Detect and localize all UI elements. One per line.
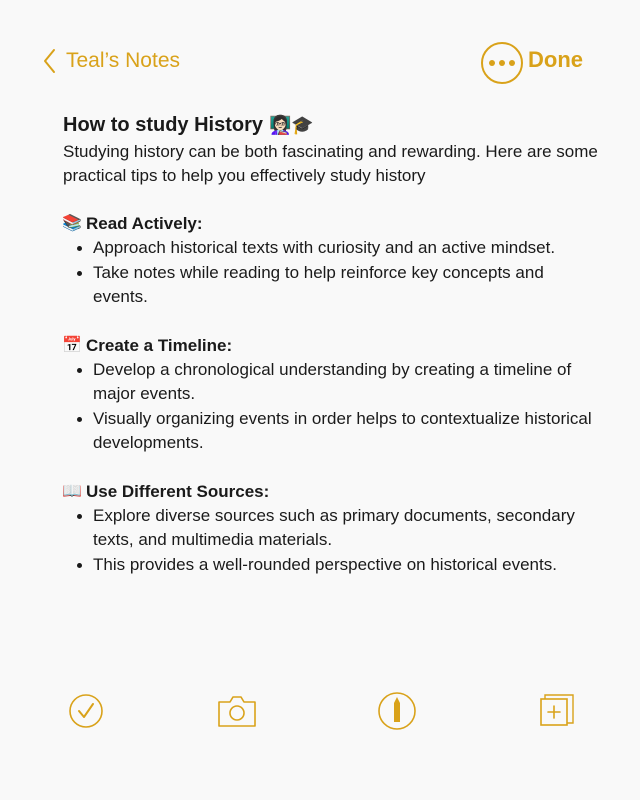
note-title-text: How to study History (63, 114, 264, 136)
note-sections (63, 212, 603, 577)
camera-button[interactable] (217, 686, 257, 736)
bullet-list (63, 504, 603, 578)
section-emoji-icon: 📅 (62, 336, 82, 354)
camera-icon (217, 693, 257, 729)
checklist-button[interactable] (66, 686, 106, 736)
back-button[interactable] (40, 44, 180, 78)
section-heading-text: Create a Timeline: (86, 335, 233, 355)
checklist-icon (68, 693, 104, 729)
ellipsis-dot (509, 60, 515, 66)
ellipsis-icon (489, 60, 495, 66)
note-body[interactable] (63, 112, 603, 577)
bullet-list (63, 358, 603, 456)
back-button-label: Teal’s Notes (66, 49, 181, 72)
bottom-toolbar (0, 686, 640, 736)
pen-markup-icon (377, 691, 417, 731)
section-heading-text: Use Different Sources: (86, 481, 270, 501)
section-heading-text: Read Actively: (86, 214, 203, 233)
bullet-item: Develop a chronological understanding by creating a timeline of major events. (93, 358, 603, 407)
bullet-list (63, 236, 603, 310)
bullet-item: Approach historical texts with curiosity and an active mindset. (93, 236, 603, 261)
section-heading (62, 480, 603, 504)
teacher-graduation-cap-emoji: 👩🏻‍🏫🎓 (269, 115, 314, 135)
section-heading (62, 212, 603, 236)
bullet-item: Take notes while reading to help reinforce key concepts and events. (93, 261, 603, 310)
bullet-item: Visually organizing events in order helps to contextualize historical developments. (93, 407, 603, 456)
more-options-button[interactable] (481, 42, 523, 84)
markup-button[interactable] (377, 686, 417, 736)
done-button[interactable]: Done (528, 47, 583, 72)
navigation-bar (0, 0, 640, 120)
section-emoji-icon: 📖 (62, 482, 82, 500)
chevron-left-icon (40, 46, 60, 76)
ellipsis-dot (499, 60, 505, 66)
compose-button[interactable] (537, 686, 577, 736)
section-emoji-icon: 📚 (62, 215, 82, 232)
note-section (63, 334, 603, 456)
section-heading (62, 334, 603, 358)
bullet-item: This provides a well-rounded perspective on historical events. (93, 553, 603, 578)
note-section (63, 212, 603, 310)
compose-note-icon (539, 693, 575, 729)
note-section (63, 480, 603, 578)
note-intro: Studying history can be both fascinating and rewarding. Here are some practical tips to help you effectively study history (63, 142, 598, 185)
note-title (63, 112, 603, 138)
bullet-item: Explore diverse sources such as primary documents, secondary texts, and multimedia materials. (93, 504, 603, 553)
